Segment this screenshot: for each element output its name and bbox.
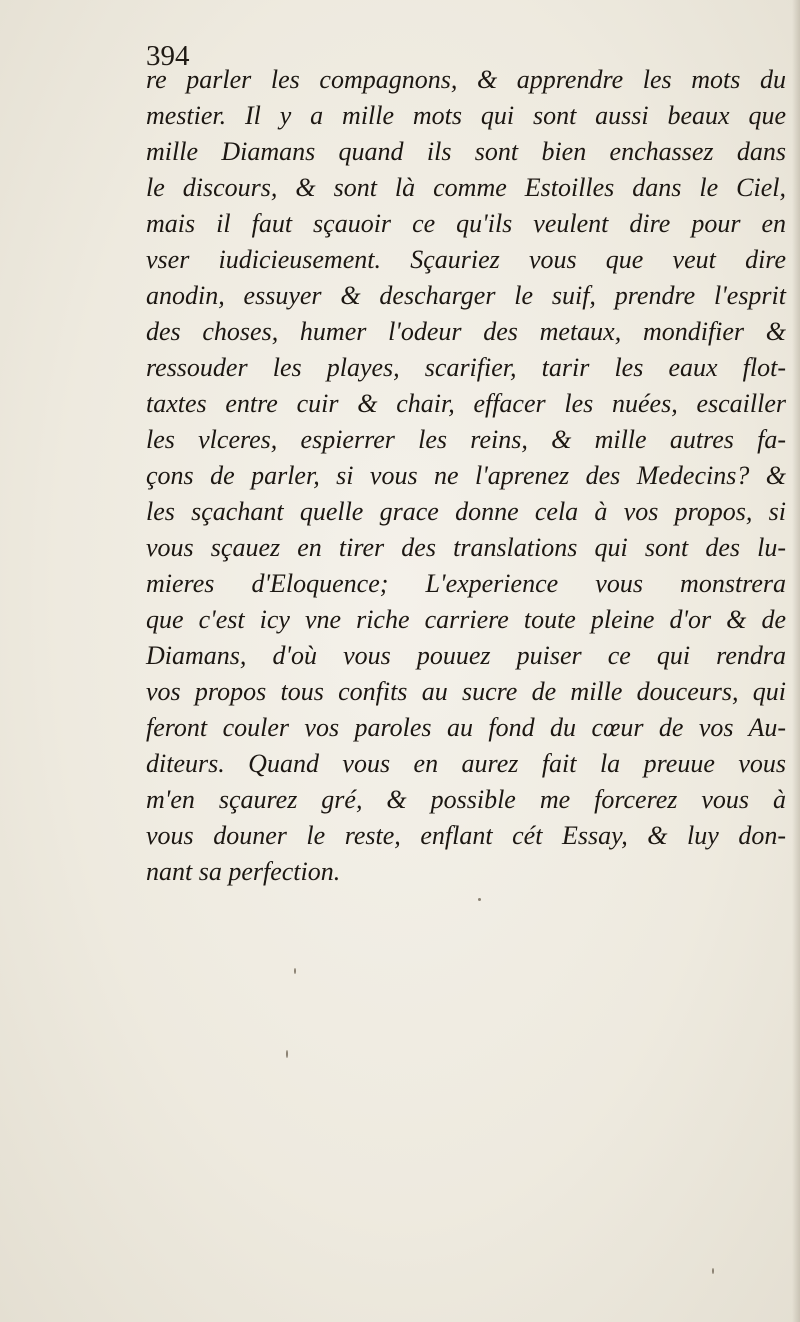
text-line: mais il faut sçauoir ce qu'ils veulent dire pour en — [146, 209, 786, 238]
text-line: les vlceres, espierrer les reins, & mille autres fa- — [146, 425, 786, 454]
text-line: re parler les compagnons, & apprendre les mots du — [146, 65, 786, 94]
page-edge-shadow — [792, 0, 800, 1322]
text-line: diteurs. Quand vous en aurez fait la preuue vous — [146, 749, 786, 778]
text-line: mestier. Il y a mille mots qui sont aussi beaux que — [146, 101, 786, 130]
text-line: mieres d'Eloquence; L'experience vous monstrera — [146, 569, 786, 598]
text-line: vser iudicieusement. Sçauriez vous que veut dire — [146, 245, 786, 274]
page-number: 394 — [146, 40, 190, 72]
text-line: vous sçauez en tirer des translations qui sont des lu- — [146, 533, 786, 562]
text-line: vous douner le reste, enflant cét Essay, & luy don- — [146, 821, 786, 850]
text-line: anodin, essuyer & descharger le suif, prendre l'esprit — [146, 281, 786, 310]
text-line: vos propos tous confits au sucre de mille douceurs, qui — [146, 677, 786, 706]
text-line: taxtes entre cuir & chair, effacer les nuées, escailler — [146, 389, 786, 418]
text-line: mille Diamans quand ils sont bien enchassez dans — [146, 137, 786, 166]
text-line: m'en sçaurez gré, & possible me forcerez vous à — [146, 785, 786, 814]
text-line: ressouder les playes, scarifier, tarir les eaux flot- — [146, 353, 786, 382]
text-line: feront couler vos paroles au fond du cœur de vos Au- — [146, 713, 786, 742]
text-line: que c'est icy vne riche carriere toute pleine d'or & de — [146, 605, 786, 634]
paper-speck — [286, 1050, 288, 1058]
text-line: nant sa perfection. — [146, 857, 341, 886]
paper-speck — [712, 1268, 714, 1274]
text-line: des choses, humer l'odeur des metaux, mondifier & — [146, 317, 786, 346]
text-line: çons de parler, si vous ne l'aprenez des Medecins? & — [146, 461, 786, 490]
body-text — [146, 62, 786, 890]
text-line: Diamans, d'où vous pouuez puiser ce qui rendra — [146, 641, 786, 670]
text-line: le discours, & sont là comme Estoilles dans le Ciel, — [146, 173, 786, 202]
paper-speck — [478, 898, 481, 901]
paper-speck — [294, 968, 296, 974]
text-line: les sçachant quelle grace donne cela à vos propos, si — [146, 497, 786, 526]
